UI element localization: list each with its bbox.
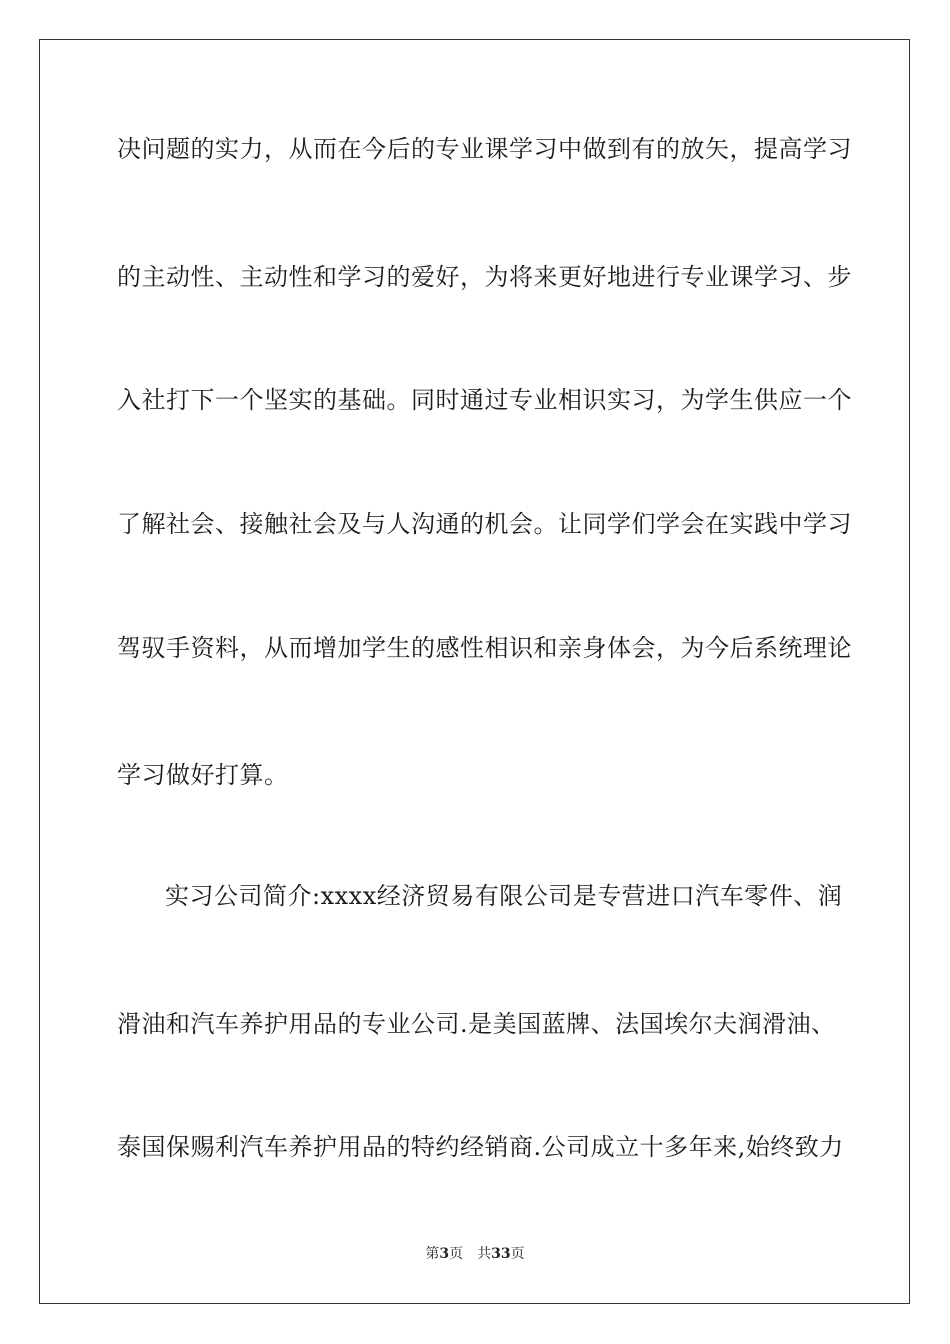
total-prefix: 共 [477, 1246, 492, 1262]
text-line-4: 了解社会、接触社会及与人沟通的机会。让同学们学会在实践中学习 [117, 510, 852, 538]
page-footer [0, 1245, 950, 1263]
text-line-2: 的主动性、主动性和学习的爱好，为将来更好地进行专业课学习、步 [117, 263, 852, 291]
page-suffix: 页 [449, 1246, 464, 1262]
text-line-1: 决问题的实力，从而在今后的专业课学习中做到有的放矢，提高学习 [117, 135, 852, 163]
page-prefix: 第 [425, 1246, 440, 1262]
text-line-5: 驾驭手资料，从而增加学生的感性相识和亲身体会，为今后系统理论 [117, 634, 852, 662]
total-pages: 33 [491, 1246, 511, 1262]
page-border [39, 39, 910, 1304]
total-suffix: 页 [510, 1246, 525, 1262]
text-line-8: 滑油和汽车养护用品的专业公司.是美国蓝牌、法国埃尔夫润滑油、 [117, 1010, 836, 1038]
page-number: 3 [439, 1246, 450, 1262]
paragraph-intro-line-1: 实习公司简介:xxxx经济贸易有限公司是专营进口汽车零件、润 [165, 882, 843, 910]
text-line-3: 入社打下一个坚实的基础。同时通过专业相识实习，为学生供应一个 [117, 386, 852, 414]
text-line-6: 学习做好打算。 [117, 761, 289, 789]
text-line-9: 泰国保赐利汽车养护用品的特约经销商.公司成立十多年来,始终致力 [117, 1133, 844, 1161]
